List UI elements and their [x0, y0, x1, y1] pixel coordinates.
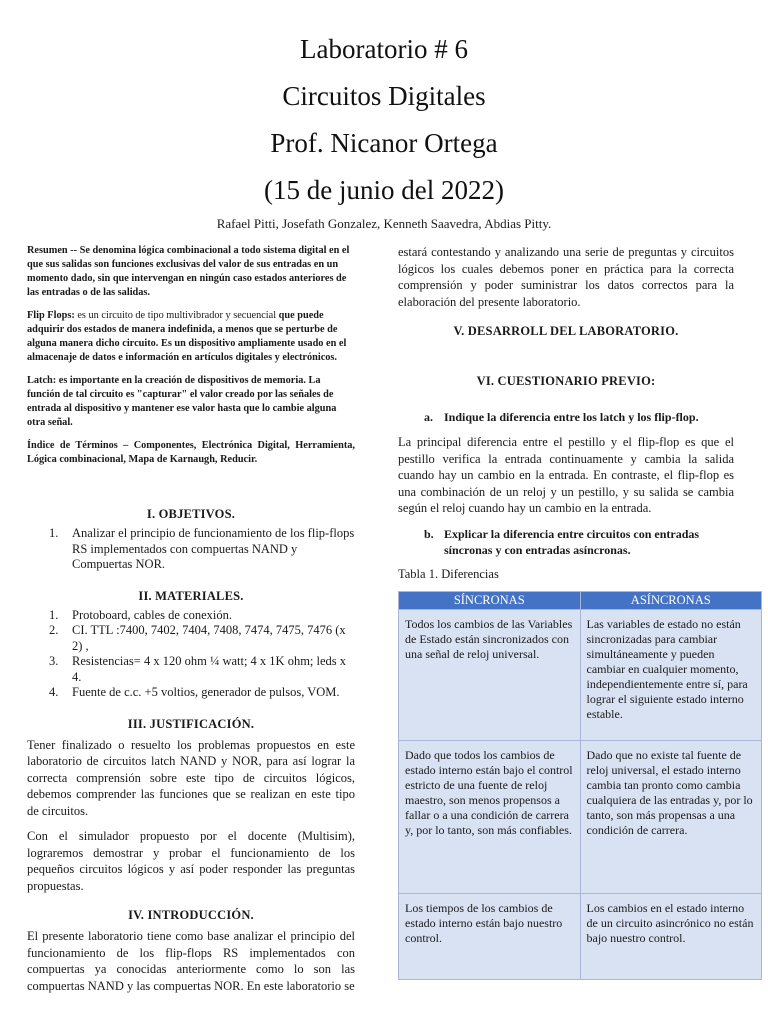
authors: Rafael Pitti, Josefath Gonzalez, Kenneth Saavedra, Abdias Pitty. — [216, 216, 552, 231]
flipflops-text-b: circuito de tipo multivibrador y secuencial — [101, 310, 277, 321]
table-caption: Tabla 1. Diferencias — [398, 566, 499, 581]
table-header-sincronas: SÍNCRONAS — [399, 591, 581, 609]
table-row — [399, 740, 762, 893]
section-heading-objetivos: I. OBJETIVOS. — [146, 507, 236, 521]
table-header-asincronas: ASÍNCRONAS — [580, 591, 762, 609]
answer-a: La principal diferencia entre el pestillo y el flip-flop es que el pestillo verifica la entrada continuamente y cambia la salida cuando hay un cambio en la entrada. En contraste, el flip-flop es una combinación de un reloj y un pestillo, y su salida se cambia según el reloj cuando hay un cambio en la entrada. — [398, 435, 734, 515]
section-heading-justificacion: III. JUSTIFICACIÓN. — [127, 716, 255, 731]
justificacion-paragraph-1: Tener finalizado o resuelto los problemas propuestos en este laboratorio de circuitos latch NAND y NOR, para así lograr la correcta comprensión sobre este tipo de circuitos lógicos, debemos comprender las funciones que se realizan en este tipo de circuitos. — [27, 737, 355, 818]
table-cell: Dado que todos los cambios de estado interno están bajo el control estricto de una fuente de reloj maestro, son menos propensos a fallar o a una condición de carrera y, por lo tanto, son más confiables. — [399, 740, 581, 893]
question-a: a. Indique la diferencia entre los latch y los flip-flop. — [424, 410, 699, 424]
list-item: 2. CI. TTL :7400, 7402, 7404, 7408, 7474, 7475, 7476 (x 2) , — [49, 623, 346, 653]
right-column — [398, 244, 754, 980]
list-item: 4. Fuente de c.c. +5 voltios, generador de pulsos, VOM. — [49, 685, 340, 699]
introduccion-paragraph: El presente laboratorio tiene como base analizar el principio del funcionamiento de los flip-flops RS implementados con compuertas ya conocidas anteriormente como lo son las compuertas NAND y las compuertas NOR. En este laboratorio se — [27, 929, 355, 993]
materiales-list — [27, 608, 355, 701]
list-item: 1. Protoboard, cables de conexión. — [49, 607, 233, 622]
left-column — [27, 244, 355, 994]
question-b: b. Explicar la diferencia entre circuitos con entradas síncronas y con entradas asíncronas. — [424, 526, 700, 557]
title-line-4: (15 de junio del 2022) — [264, 175, 504, 205]
flipflops-text-c: que puede adquirir dos estados de manera indefinida, a menos que se perturbe de alguna manera dicho circuito. Es un dispositivo ampliamente usado en el almacenaje de datos e información en artículos digitales y electrónicos. — [27, 310, 347, 363]
title-line-2: Circuitos Digitales — [282, 81, 486, 111]
list-item: 1. Analizar el principio de funcionamiento de los flip-flops RS implementados con compuertas NAND y Compuertas NOR. — [49, 526, 355, 571]
differences-table — [398, 591, 762, 980]
abstract-latch: Latch: es importante en la creación de dispositivos de memoria. La función de tal circuito es "capturar" el valor creado por las señales de entrada al dispositivo y mantener ese valor hasta que lo cambie alguna otra señal. — [27, 375, 337, 428]
section-heading-introduccion: IV. INTRODUCCIÓN. — [128, 908, 254, 922]
table-cell: Los tiempos de los cambios de estado interno están bajo nuestro control. — [399, 893, 581, 979]
table-row — [399, 893, 762, 979]
table-row — [399, 609, 762, 740]
flipflops-label: Flip Flops: — [27, 310, 75, 321]
justificacion-paragraph-2: Con el simulador propuesto por el docente (Multisim), lograremos demostrar y probar el funcionamiento de los pequeños circuitos lógicos y así poder responder las preguntas propuestas. — [27, 829, 355, 893]
table-cell: Los cambios en el estado interno de un circuito asincrónico no están bajo nuestro control. — [580, 893, 762, 979]
section-heading-cuestionario: VI. CUESTIONARIO PREVIO: — [476, 374, 656, 388]
table-cell: Dado que no existe tal fuente de reloj universal, el estado interno cambia tan pronto como cambia cualquiera de las entradas y, por lo tanto, son más propensas a una condición de carrera. — [580, 740, 762, 893]
index-terms: Índice de Términos – Componentes, Electrónica Digital, Herramienta, Lógica combinacional, Mapa de Karnaugh, Reducir. — [27, 440, 355, 465]
table-cell: Todos los cambios de las Variables de Estado están sincronizados con una señal de reloj universal. — [399, 609, 581, 740]
flipflops-text-a: es un — [74, 310, 102, 321]
title-line-3: Prof. Nicanor Ortega — [270, 128, 498, 158]
table-header-row — [399, 591, 762, 609]
objetivos-list — [27, 526, 355, 573]
section-heading-desarrollo: V. DESARROLL DEL LABORATORIO. — [453, 324, 679, 338]
section-heading-materiales: II. MATERIALES. — [138, 588, 244, 603]
list-item: 3. Resistencias= 4 x 120 ohm ¼ watt; 4 x 1K ohm; leds x 4. — [49, 654, 347, 684]
abstract-resumen: Resumen -- Se denomina lógica combinacional a todo sistema digital en el que sus salidas son funciones exclusivas del valor de sus entradas en un momento dado, sin que intervengan en ningún caso estados anteriores de las entradas o de las salidas. — [27, 245, 350, 298]
introduccion-paragraph-continued: estará contestando y analizando una serie de preguntas y circuitos lógicos los cuales debemos poner en práctica para la correcta comprensión y poder suministrar los datos correctos para la elaboración del presente laboratorio. — [398, 245, 734, 309]
title-line-1: Laboratorio # 6 — [300, 34, 468, 64]
abstract-flipflops — [27, 309, 355, 365]
table-cell: Las variables de estado no están sincronizadas para cambiar simultáneamente y pueden cambiar en cualquier momento, independientemente entre sí, para lograr el siguiente estado interno estable. — [580, 609, 762, 740]
